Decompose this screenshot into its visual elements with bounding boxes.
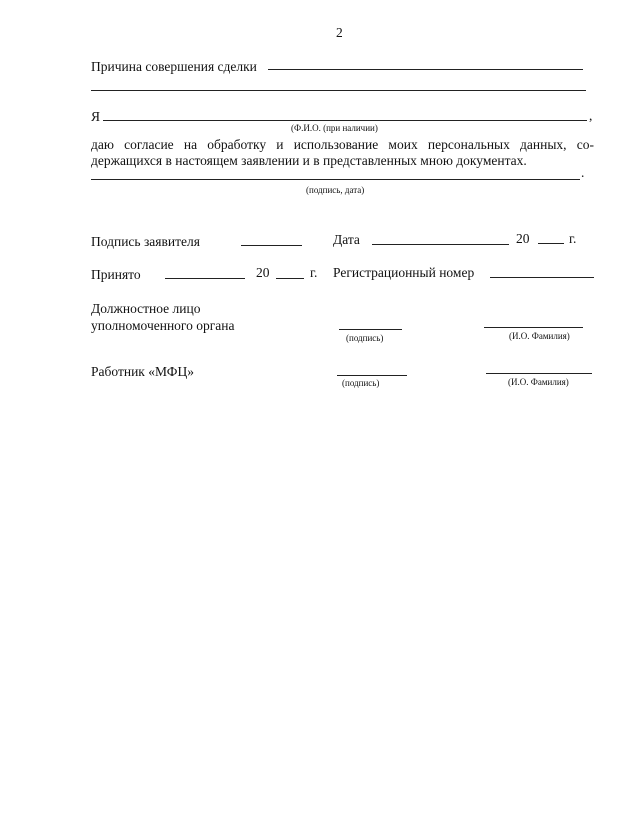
date-field-line[interactable] [372, 244, 509, 245]
mfc-name-caption: (И.О. Фамилия) [508, 377, 569, 387]
applicant-signature-label: Подпись заявителя [91, 234, 200, 249]
consent-text-line-1: даю согласие на обработку и использование моих персональных данных, со- [91, 137, 594, 152]
sign-date-caption: (подпись, дата) [306, 185, 365, 195]
consent-text-line-2: держащихся в настоящем заявлении и в представленных мною документах. [91, 153, 527, 168]
official-name-line[interactable] [484, 327, 583, 328]
accepted-year-line[interactable] [276, 278, 304, 279]
mfc-name-line[interactable] [486, 373, 592, 374]
official-signature-line[interactable] [339, 329, 402, 330]
accepted-label: Принято [91, 267, 141, 282]
date-year-prefix: 20 [516, 231, 530, 246]
date-year-line[interactable] [538, 243, 564, 244]
accepted-date-line[interactable] [165, 278, 245, 279]
consent-pronoun: Я [91, 109, 101, 124]
page-number: 2 [336, 25, 343, 40]
consent-period: . [581, 165, 585, 180]
official-signature-caption: (подпись) [346, 333, 384, 343]
date-year-suffix: г. [569, 231, 577, 246]
official-label-line-1: Должностное лицо [91, 301, 201, 316]
consent-comma: , [589, 108, 593, 123]
fio-caption: (Ф.И.О. (при наличии) [291, 123, 378, 133]
applicant-signature-line[interactable] [241, 245, 302, 246]
reason-field-line[interactable] [268, 69, 583, 70]
reason-field-line-2[interactable] [91, 90, 586, 91]
mfc-worker-label: Работник «МФЦ» [91, 364, 194, 379]
mfc-signature-line[interactable] [337, 375, 407, 376]
reg-number-label: Регистрационный номер [333, 265, 475, 280]
official-name-caption: (И.О. Фамилия) [509, 331, 570, 341]
mfc-signature-caption: (подпись) [342, 378, 380, 388]
reg-number-line[interactable] [490, 277, 594, 278]
fio-field-line[interactable] [103, 120, 587, 121]
accepted-year-prefix: 20 [256, 265, 270, 280]
accepted-year-suffix: г. [310, 265, 318, 280]
date-label: Дата [333, 232, 360, 247]
official-label-line-2: уполномоченного органа [91, 318, 235, 333]
reason-label: Причина совершения сделки [91, 59, 257, 74]
sign-date-field-line[interactable] [91, 179, 580, 180]
